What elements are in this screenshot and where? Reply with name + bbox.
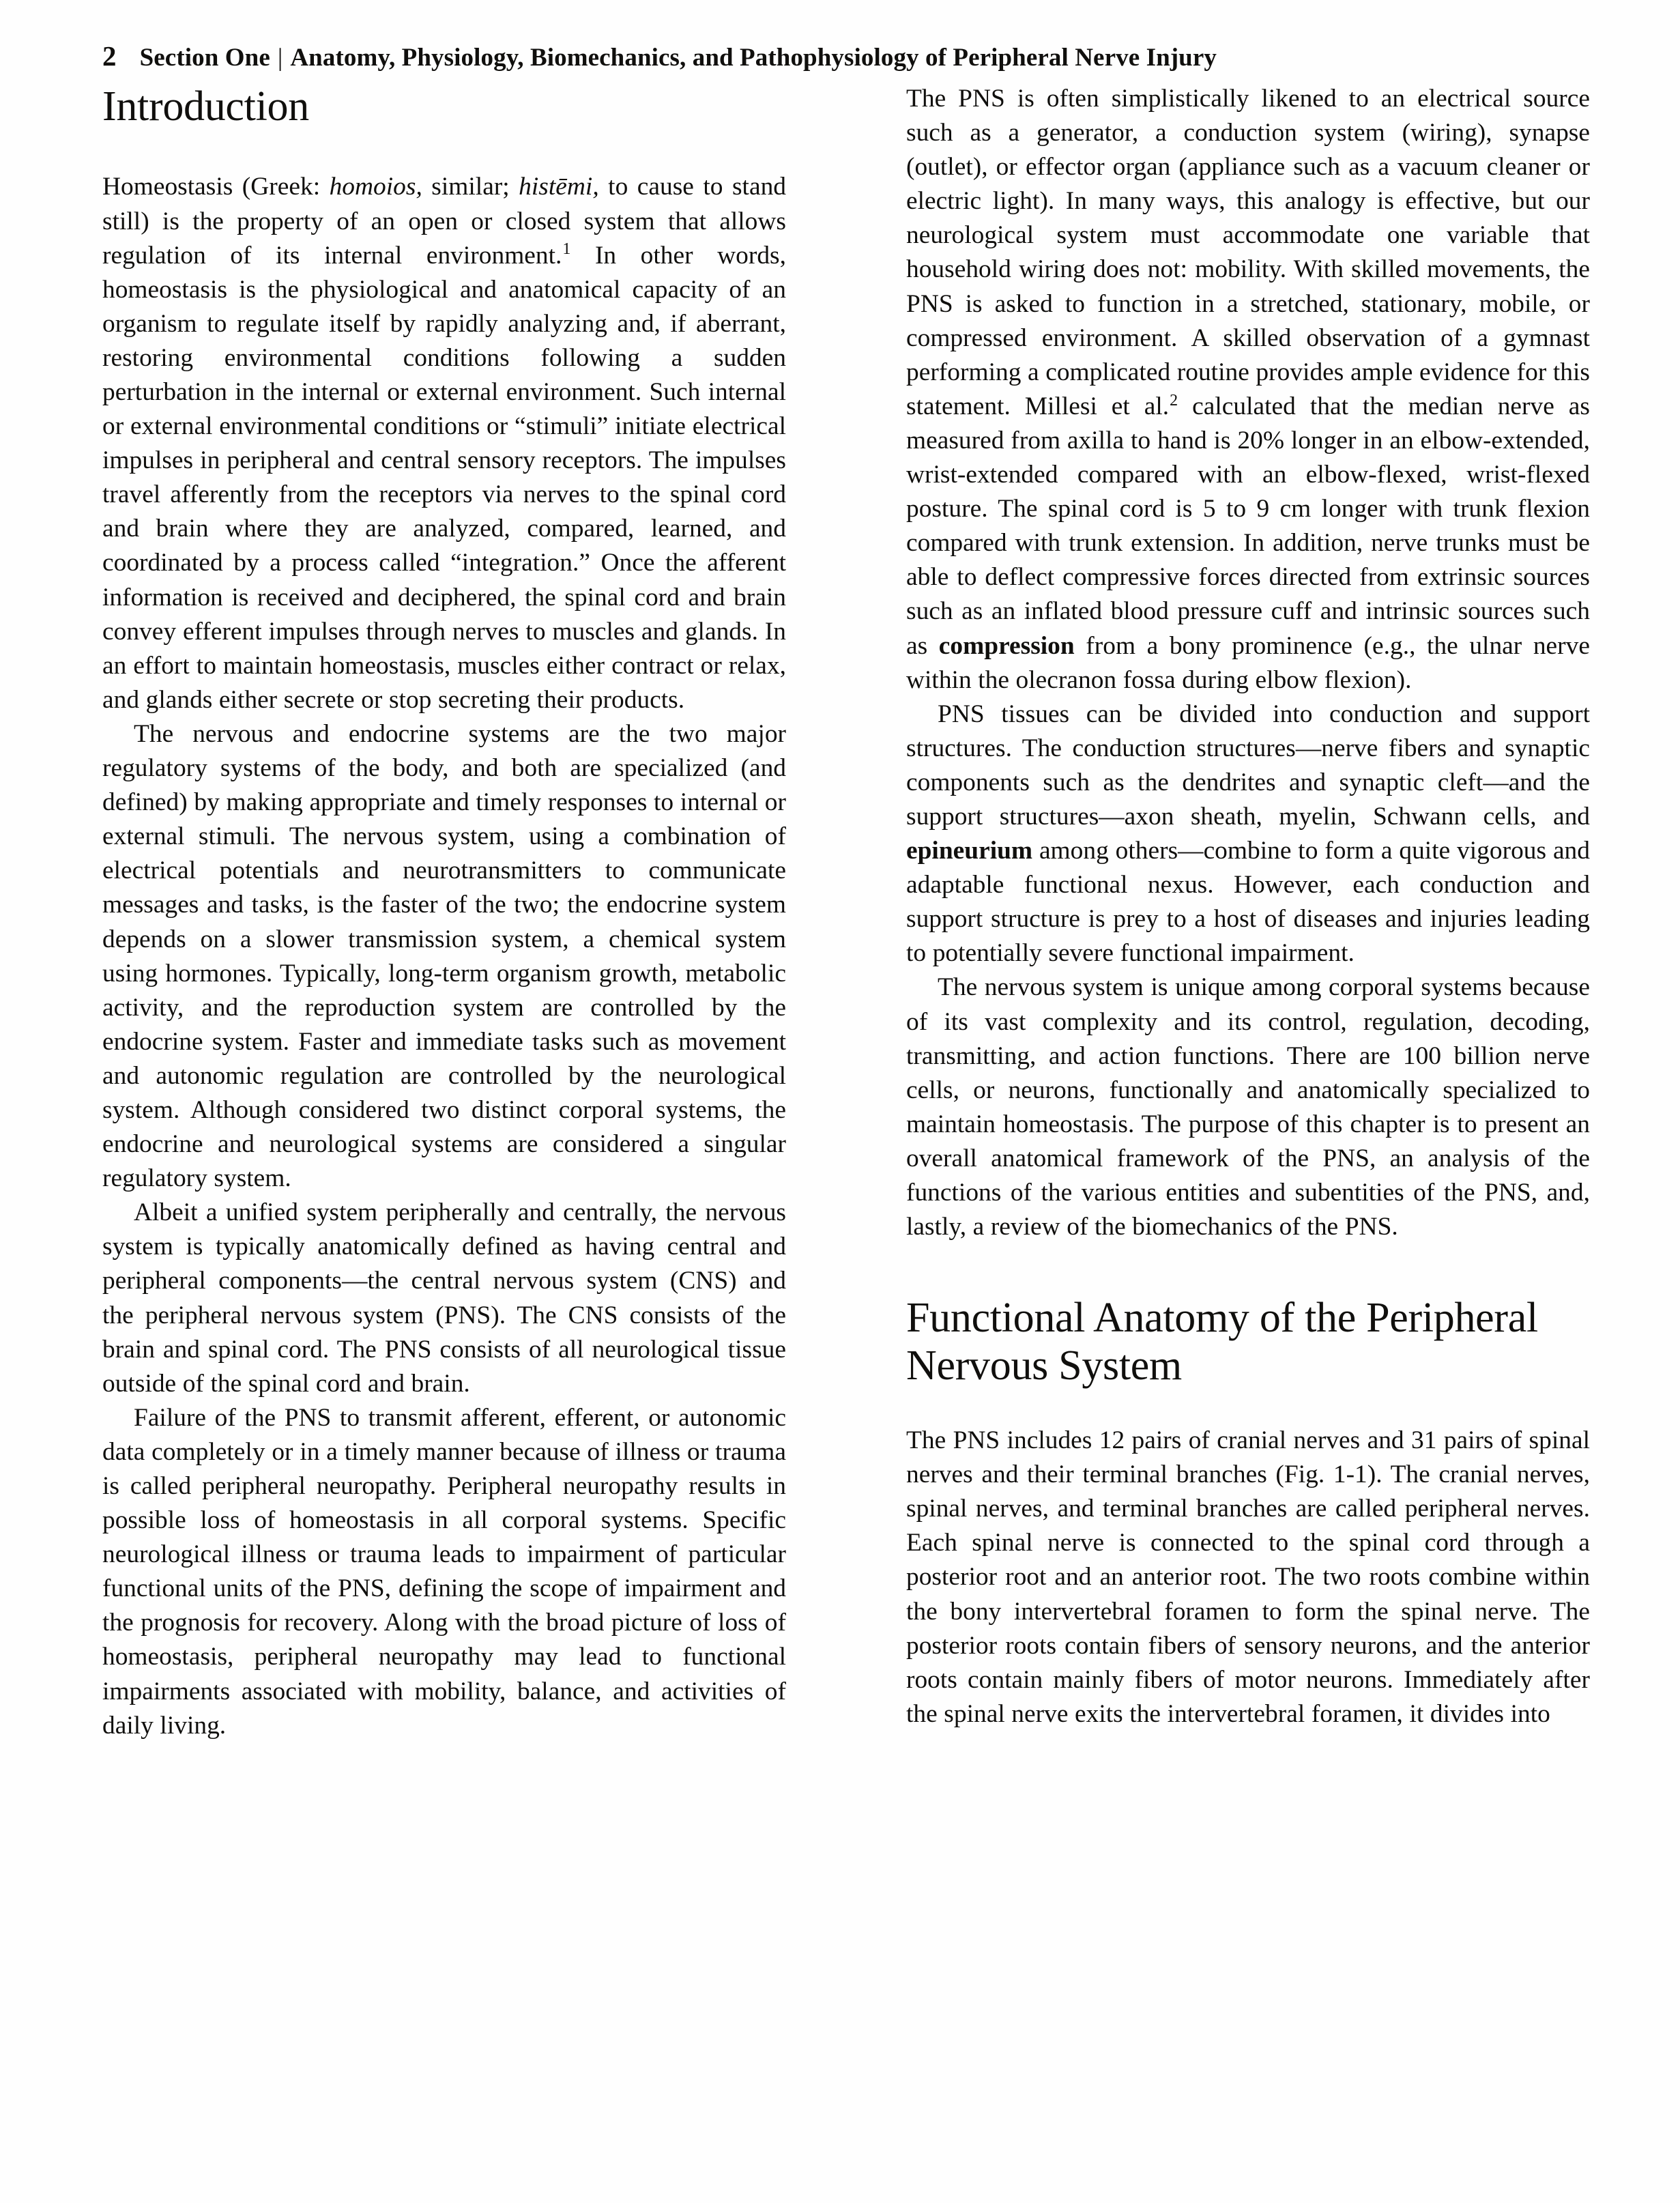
- heading-spacer: [102, 130, 786, 170]
- paragraph-pns-tissues: PNS tissues can be divided into conduction and support structures. The conduction structures—nerve fibers and synaptic components such as the dendrites and synaptic cleft—and the support structures—axon sheath, myelin, Schwann cells, and epineurium among others—combine to form a quite vigorous and adaptable functional nexus. However, each conduction and support structure is prey to a host of diseases and injuries leading to potentially severe functional impairment.: [906, 700, 1590, 968]
- paragraph-pns-analogy: The PNS is often simplistically likened to an electrical source such as a generator, a conduction system (wiring), synapse (outlet), or effector organ (appliance such as a vacuum cleaner or electric light). In many ways, this analogy is effective, but our neurological system must accommodate one variable that household wiring does not: mobility. With skilled movements, the PNS is asked to function in a stretched, stationary, mobile, or compressed environment. A skilled observation of a gymnast performing a complicated routine provides ample evidence for this statement. Millesi et al.$^2$ calculated that the median nerve as measured from axilla to hand is 20% longer in an elbow-extended, wrist-extended compared with an elbow-flexed, wrist-flexed posture. The spinal cord is 5 to 9 cm longer with trunk flexion compared with trunk extension. In addition, nerve trunks must be able to deflect compressive forces directed from extrinsic sources such as an inflated blood pressure cuff and intrinsic sources such as compression from a bony prominence (e.g., the ulnar nerve within the olecranon fossa during elbow flexion).: [906, 85, 1590, 694]
- heading-bottom-spacer: [906, 1390, 1590, 1424]
- left-column: [102, 82, 786, 2122]
- body-columns: [102, 82, 1590, 2122]
- page-number: 2: [102, 40, 117, 72]
- running-head: [102, 42, 1590, 70]
- heading-introduction: Introduction: [102, 83, 309, 130]
- running-head-title: Anatomy, Physiology, Biomechanics, and Pathophysiology of Peripheral Nerve Injury: [290, 44, 1217, 72]
- right-column: [906, 82, 1590, 2122]
- paragraph-nervous-endocrine: The nervous and endocrine systems are the two major regulatory systems of the body, and both are specialized (and defined) by making appropriate and timely responses to internal or external stimuli. The nervous system, using a combination of electrical potentials and neurotransmitters to communicate messages and tasks, is the faster of the two; the endocrine system depends on a slower transmission system, a chemical system using hormones. Typically, long-term organism growth, metabolic activity, and the reproduction system are controlled by the endocrine system. Faster and immediate tasks such as movement and autonomic regulation are controlled by the neurological system. Although considered two distinct corporal systems, the endocrine and neurological systems are considered a singular regulatory system.: [102, 719, 786, 1193]
- heading-functional-anatomy: Functional Anatomy of the Peripheral Nervous System: [906, 1295, 1538, 1389]
- running-head-separator: |: [277, 44, 283, 72]
- paragraph-homeostasis: Homeostasis (Greek: homoios, similar; histēmi, to cause to stand still) is the property of an open or closed system that allows regulation of its internal environment.$^1$ In other words, homeostasis is the physiological and anatomical capacity of an organism to regulate itself by rapidly analyzing and, if aberrant, restoring environmental conditions following a sudden perturbation in the internal or external environment. Such internal or external environmental conditions or “stimuli” initiate electrical impulses in peripheral and central sensory receptors. The impulses travel afferently from the receptors via nerves to the spinal cord and brain where they are analyzed, compared, learned, and coordinated by a process called “integration.” Once the afferent information is received and deciphered, the spinal cord and brain convey efferent impulses through nerves to muscles and glands. In an effort to maintain homeostasis, muscles either contract or relax, and glands either secrete or stop secreting their products.: [102, 173, 786, 714]
- paragraph-pns-includes: The PNS includes 12 pairs of cranial nerves and 31 pairs of spinal nerves and their terminal branches (Fig. 1-1). The cranial nerves, spinal nerves, and terminal branches are called peripheral nerves. Each spinal nerve is connected to the spinal cord through a posterior root and an anterior root. The two roots combine within the bony intervertebral foramen to form the spinal nerve. The posterior roots contain fibers of sensory neurons, and the anterior roots contain mainly fibers of motor neurons. Immediately after the spinal nerve exits the intervertebral foramen, it divides into: [906, 1426, 1590, 1728]
- paragraph-nervous-unique: The nervous system is unique among corporal systems because of its vast complexity and its control, regulation, decoding, transmitting, and action functions. There are 100 billion nerve cells, or neurons, functionally and anatomically specialized to maintain homeostasis. The purpose of this chapter is to present an overall anatomical framework of the PNS, an analysis of the functions of the various entities and subentities of the PNS, and, lastly, a review of the biomechanics of the PNS.: [906, 973, 1590, 1241]
- running-head-section: Section One: [139, 44, 270, 72]
- paragraph-failure-pns: Failure of the PNS to transmit afferent, efferent, or autonomic data completely or in a timely manner because of illness or trauma is called peripheral neuropathy. Peripheral neuropathy results in possible loss of homeostasis in all corporal systems. Specific neurological illness or trauma leads to impairment of particular functional units of the PNS, defining the scope of impairment and the prognosis for recovery. Along with the broad picture of loss of homeostasis, peripheral neuropathy may lead to functional impairments associated with mobility, balance, and activities of daily living.: [102, 1403, 786, 1740]
- paragraph-albeit-unified: Albeit a unified system peripherally and centrally, the nervous system is typically anatomically defined as having central and peripheral components—the central nervous system (CNS) and the peripheral nervous system (PNS). The CNS consists of the brain and spinal cord. The PNS consists of all neurological tissue outside of the spinal cord and brain.: [102, 1198, 786, 1398]
- heading-top-spacer: [906, 1244, 1590, 1295]
